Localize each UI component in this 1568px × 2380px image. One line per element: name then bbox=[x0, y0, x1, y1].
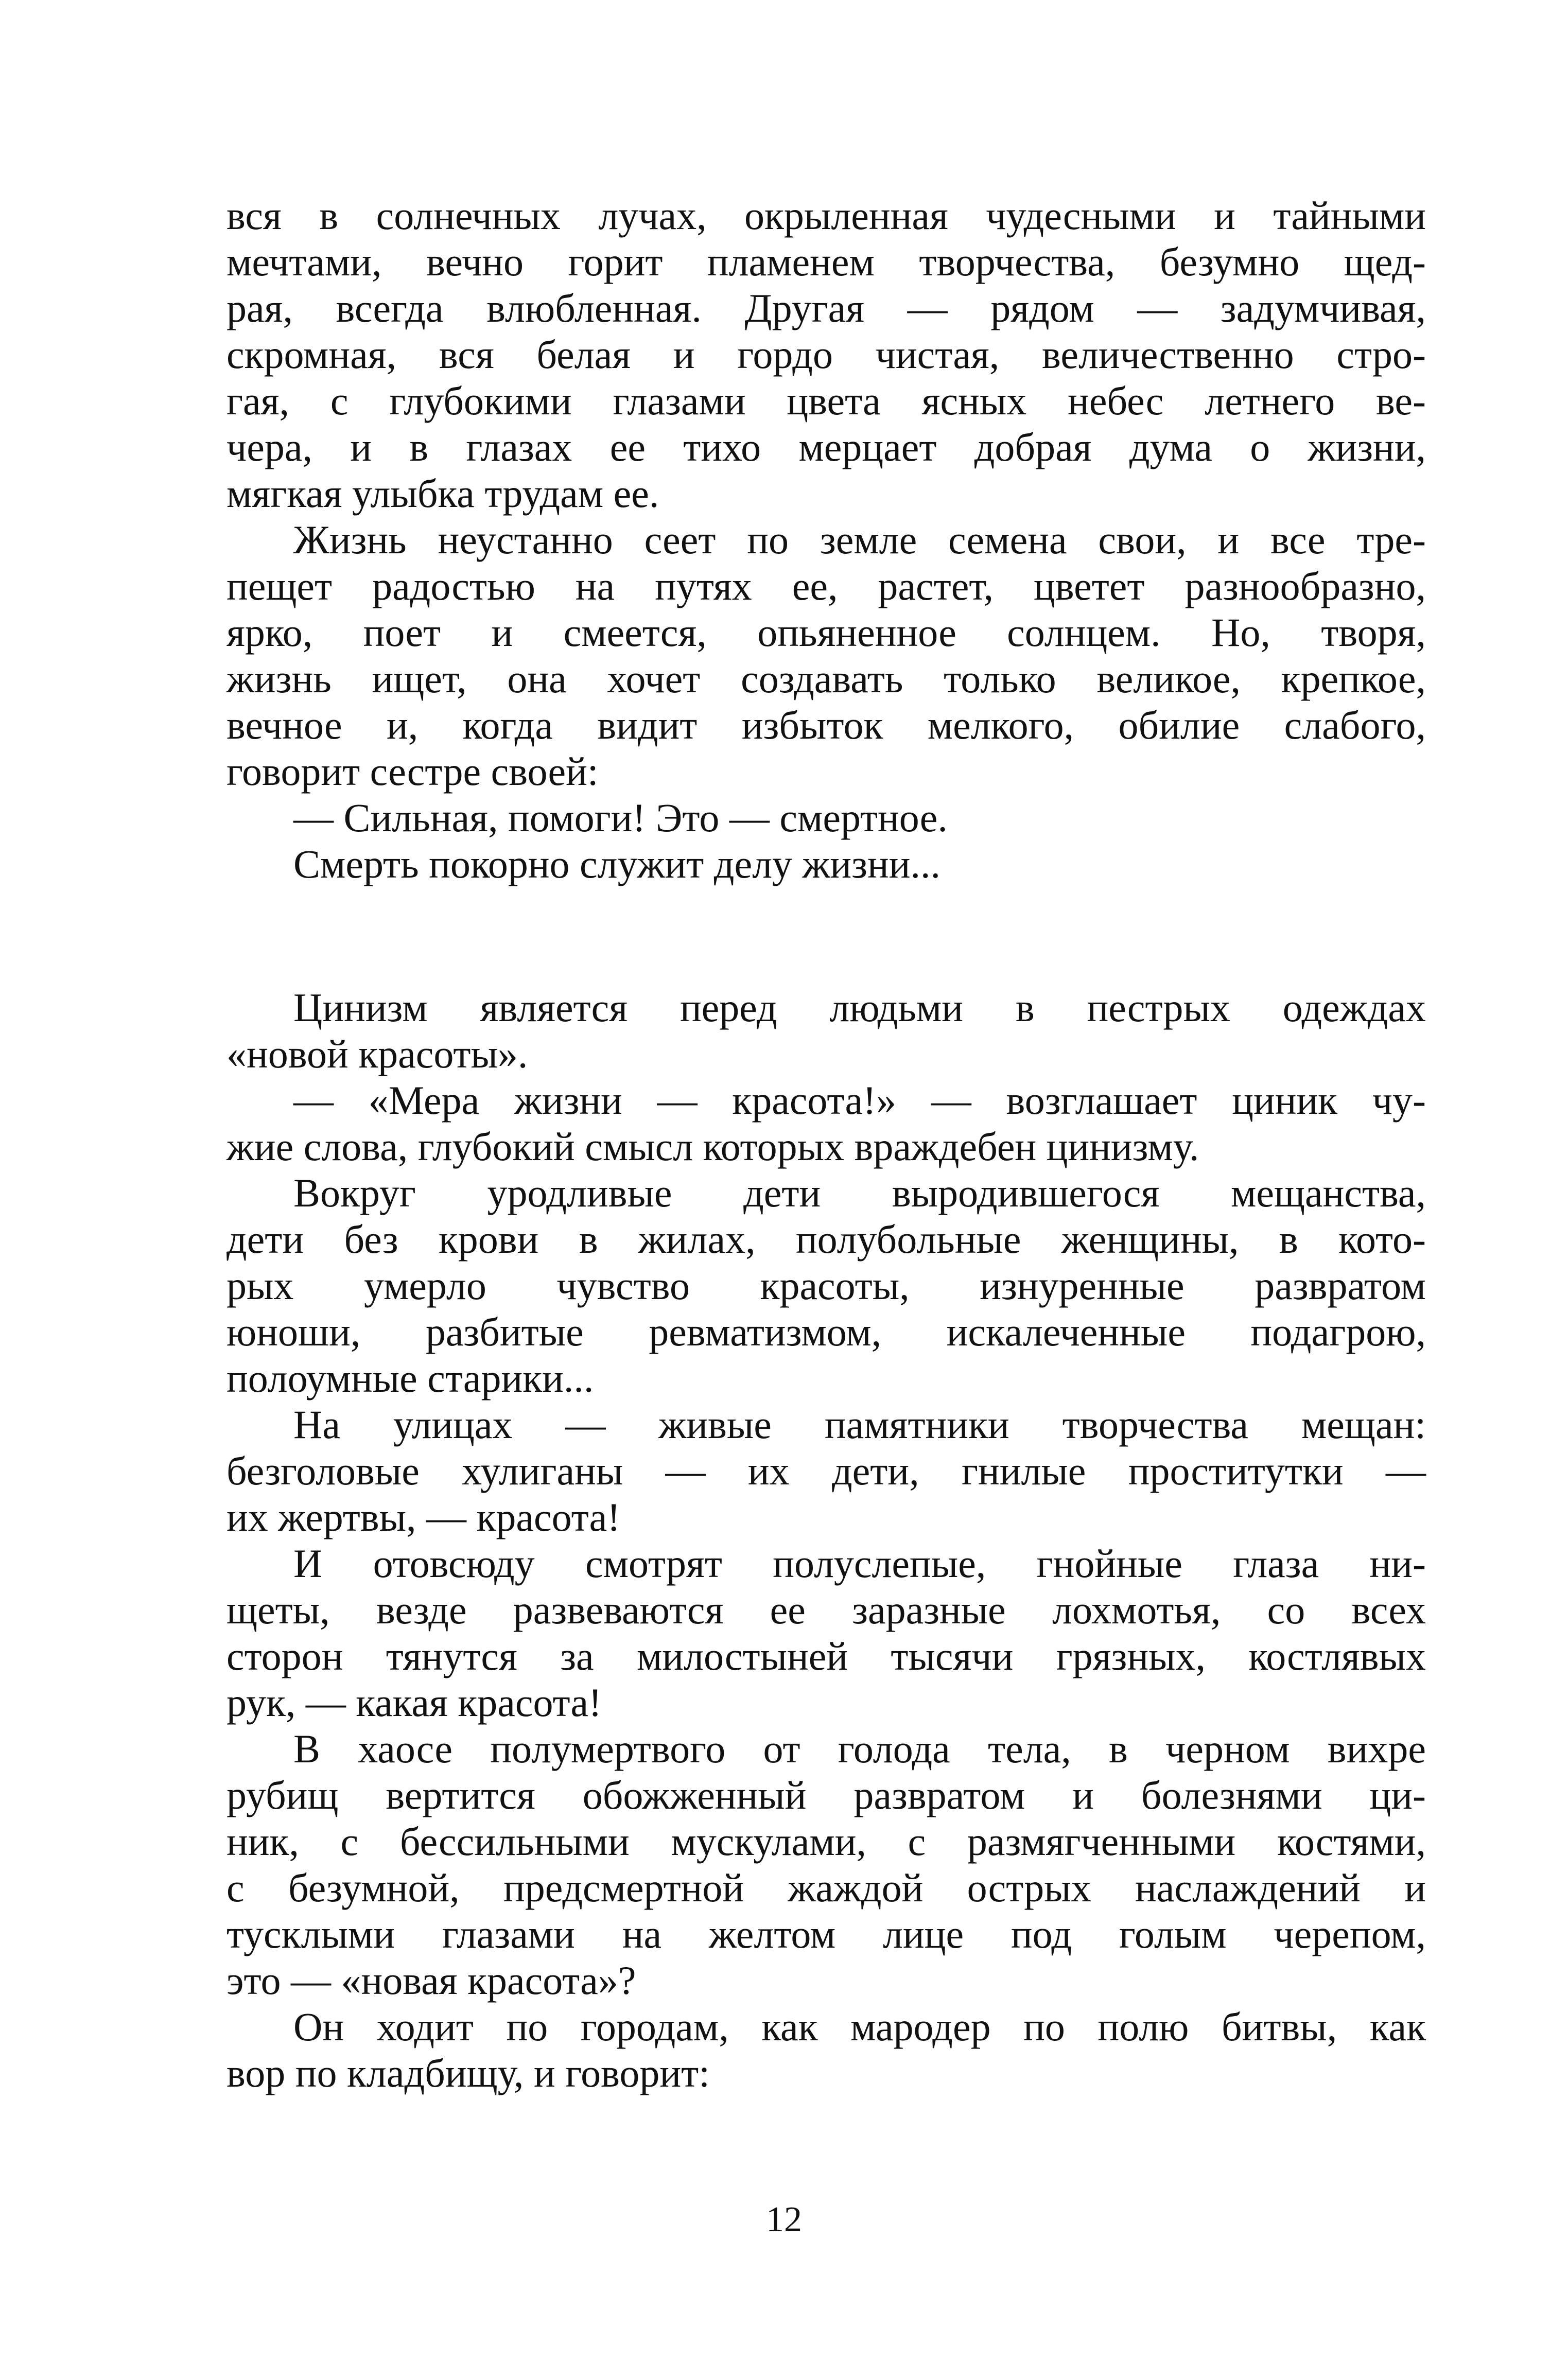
text-section-1 bbox=[227, 192, 1426, 887]
text-line: рая, всегда влюбленная. Другая — рядом — задумчивая, bbox=[227, 286, 1426, 330]
text-line: И отовсюду смотрят полуслепые, гнойные глаза ни- bbox=[293, 1541, 1426, 1586]
text-line: рых умерло чувство красоты, изнуренные развратом bbox=[227, 1263, 1426, 1308]
text-line: — Сильная, помоги! Это — смертное. bbox=[293, 795, 948, 840]
text-line: юноши, разбитые ревматизмом, искалеченные подагрою, bbox=[227, 1309, 1426, 1354]
text-line: ник, с бессильными мускулами, с размягченными костями, bbox=[227, 1819, 1426, 1864]
text-line: скромная, вся белая и гордо чистая, величественно стро- bbox=[227, 332, 1426, 377]
text-line: — «Мера жизни — красота!» — возглашает циник чу- bbox=[293, 1078, 1426, 1123]
text-line: вечное и, когда видит избыток мелкого, обилие слабого, bbox=[227, 703, 1426, 747]
text-line: вся в солнечных лучах, окрыленная чудесными и тайными bbox=[227, 193, 1426, 238]
text-line: жие слова, глубокий смысл которых враждебен цинизму. bbox=[227, 1124, 1199, 1169]
text-line: Вокруг уродливые дети выродившегося мещанства, bbox=[293, 1170, 1426, 1215]
text-line: полоумные старики... bbox=[227, 1356, 594, 1401]
text-line: вор по кладбищу, и говорит: bbox=[227, 2051, 710, 2095]
text-line: «новой красоты». bbox=[227, 1031, 528, 1076]
text-line: рук, — какая красота! bbox=[227, 1680, 602, 1725]
text-line: мечтами, вечно горит пламенем творчества, безумно щед- bbox=[227, 239, 1426, 284]
text-line: это — «новая красота»? bbox=[227, 1958, 636, 2003]
text-line: Он ходит по городам, как мародер по полю битвы, как bbox=[293, 2004, 1426, 2049]
text-line: В хаосе полумертвого от голода тела, в черном вихре bbox=[293, 1726, 1426, 1771]
text-line: говорит сестре своей: bbox=[227, 749, 599, 794]
text-section-2 bbox=[227, 985, 1426, 2096]
text-line: На улицах — живые памятники творчества мещан: bbox=[293, 1402, 1426, 1447]
text-line: жизнь ищет, она хочет создавать только великое, крепкое, bbox=[227, 656, 1426, 701]
text-line: дети без крови в жилах, полубольные женщины, в кото- bbox=[227, 1217, 1426, 1262]
text-line: их жертвы, — красота! bbox=[227, 1495, 621, 1539]
text-line: пещет радостью на путях ее, растет, цветет разнообразно, bbox=[227, 564, 1426, 608]
text-line: гая, с глубокими глазами цвета ясных небес летнего ве- bbox=[227, 378, 1426, 423]
text-line: с безумной, предсмертной жаждой острых наслаждений и bbox=[227, 1865, 1426, 1910]
text-line: сторон тянутся за милостыней тысячи грязных, костлявых bbox=[227, 1634, 1426, 1678]
text-line: щеты, везде развеваются ее заразные лохмотья, со всех bbox=[227, 1587, 1426, 1632]
text-line: Жизнь неустанно сеет по земле семена свои, и все тре- bbox=[293, 517, 1426, 562]
text-line: мягкая улыбка трудам ее. bbox=[227, 471, 659, 516]
text-line: Цинизм является перед людьми в пестрых одеждах bbox=[293, 985, 1426, 1030]
text-line: Смерть покорно служит делу жизни... bbox=[293, 842, 940, 886]
text-line: рубищ вертится обожженный развратом и болезнями ци- bbox=[227, 1773, 1426, 1817]
page-number: 12 bbox=[766, 2200, 802, 2239]
text-line: чера, и в глазах ее тихо мерцает добрая дума о жизни, bbox=[227, 425, 1426, 469]
text-line: тусклыми глазами на желтом лице под голым черепом, bbox=[227, 1912, 1426, 1956]
text-line: ярко, поет и смеется, опьяненное солнцем. Но, творя, bbox=[227, 610, 1426, 655]
text-line: безголовые хулиганы — их дети, гнилые проститутки — bbox=[227, 1448, 1426, 1493]
